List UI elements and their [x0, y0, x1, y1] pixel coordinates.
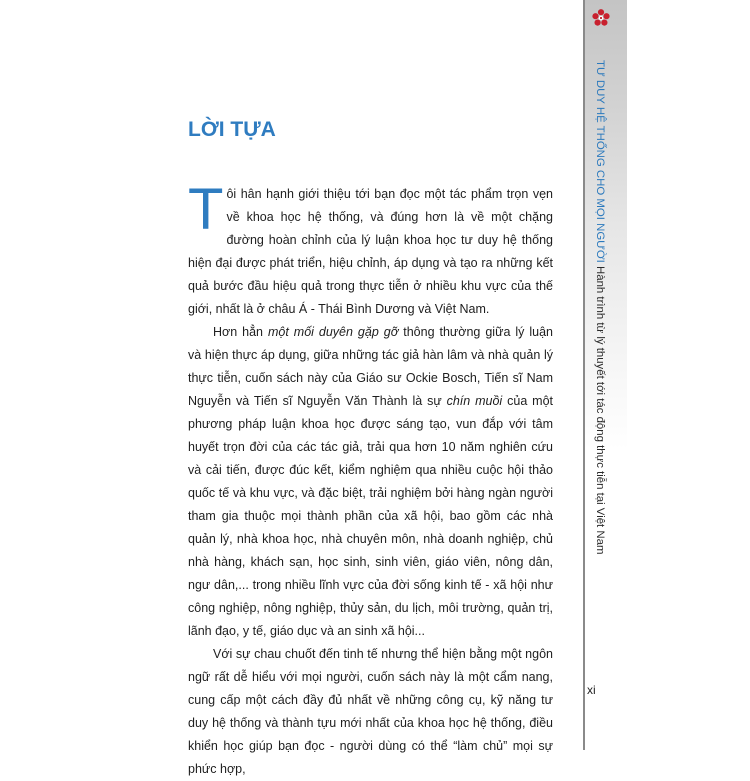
paragraph-2-part-2: thông thường giữa lý luận và hiện thực áp dụng, giữa những tác giả hàn lâm và nhà quản lý thực tiễn, cuốn sách này của Giáo sư Ockie Bosch, Tiến sĩ Nam Nguyễn và Tiến sĩ Nguyễn Văn Thành là sự	[188, 325, 553, 408]
paragraph-3: Với sự chau chuốt đến tinh tế nhưng thể hiện bằng một ngôn ngữ rất dễ hiểu với mọi người, cuốn sách này là một cẩm nang, cung cấp một cách đầy đủ nhất về những công cụ, kỹ năng tư duy hệ thống và thành tựu mới nhất của khoa học hệ thống, điều khiển học giúp bạn đọc - người dùng có thể “làm chủ” mọi sự phức hợp,	[188, 647, 553, 776]
flower-logo-icon	[590, 7, 612, 29]
paragraph-2-italic-2: chín muồi	[446, 394, 503, 408]
running-header	[594, 60, 605, 554]
paragraph-2	[188, 321, 553, 643]
running-header-subtitle: Hành trình từ lý thuyết tới tác động thực tiễn tại Việt Nam	[594, 262, 606, 555]
paragraph-1	[188, 177, 553, 321]
chapter-heading: LỜI TỰA	[188, 118, 276, 141]
paragraph-2-part-3: của một phương pháp luận khoa học được sáng tạo, vun đắp với tâm huyết trọn đời của các tác giả, trải qua hơn 10 năm nghiên cứu và cải tiến, được đúc kết, kiểm nghiệm qua nhiều cuộc hội thảo quốc tế và khu vực, và đặc biệt, trải nghiệm bởi hàng ngàn người tham gia thuộc mọi thành phần của xã hội, bao gồm các nhà quản lý, nhà khoa học, nhà chuyên môn, nhà doanh nghiệp, chủ nhà hàng, khách sạn, học sinh, sinh viên, giáo viên, nông dân, ngư dân,... trong nhiều lĩnh vực của đời sống kinh tế - xã hội như công nghiệp, nông nghiệp, thủy sản, du lịch, môi trường, quản trị, lãnh đạo, y tế, giáo dục và an sinh xã hội...	[188, 394, 553, 638]
page-number: xi	[587, 683, 596, 697]
body-text	[188, 177, 553, 781]
paragraph-2-part-1: Hơn hẳn	[213, 325, 268, 339]
paragraph-2-italic-1: một mối duyên gặp gỡ	[267, 325, 399, 339]
sidebar-divider	[583, 0, 585, 750]
paragraph-1-text: ôi hân hạnh giới thiệu tới bạn đọc một tác phẩm trọn vẹn về khoa học hệ thống, và đúng hơn là về một chặng đường hoàn chỉnh của lý luận khoa học tư duy hệ thống hiện đại được phát triển, hiệu chỉnh, áp dụng và tạo ra những kết quả bước đầu hiệu quả trong thực tiễn ở nhiều khu vực của thế giới, nhất là ở châu Á - Thái Bình Dương và Việt Nam.	[188, 187, 553, 316]
drop-cap: T	[188, 177, 224, 242]
running-header-title: TƯ DUY HỆ THỐNG CHO MỌI NGƯỜI	[594, 60, 606, 263]
